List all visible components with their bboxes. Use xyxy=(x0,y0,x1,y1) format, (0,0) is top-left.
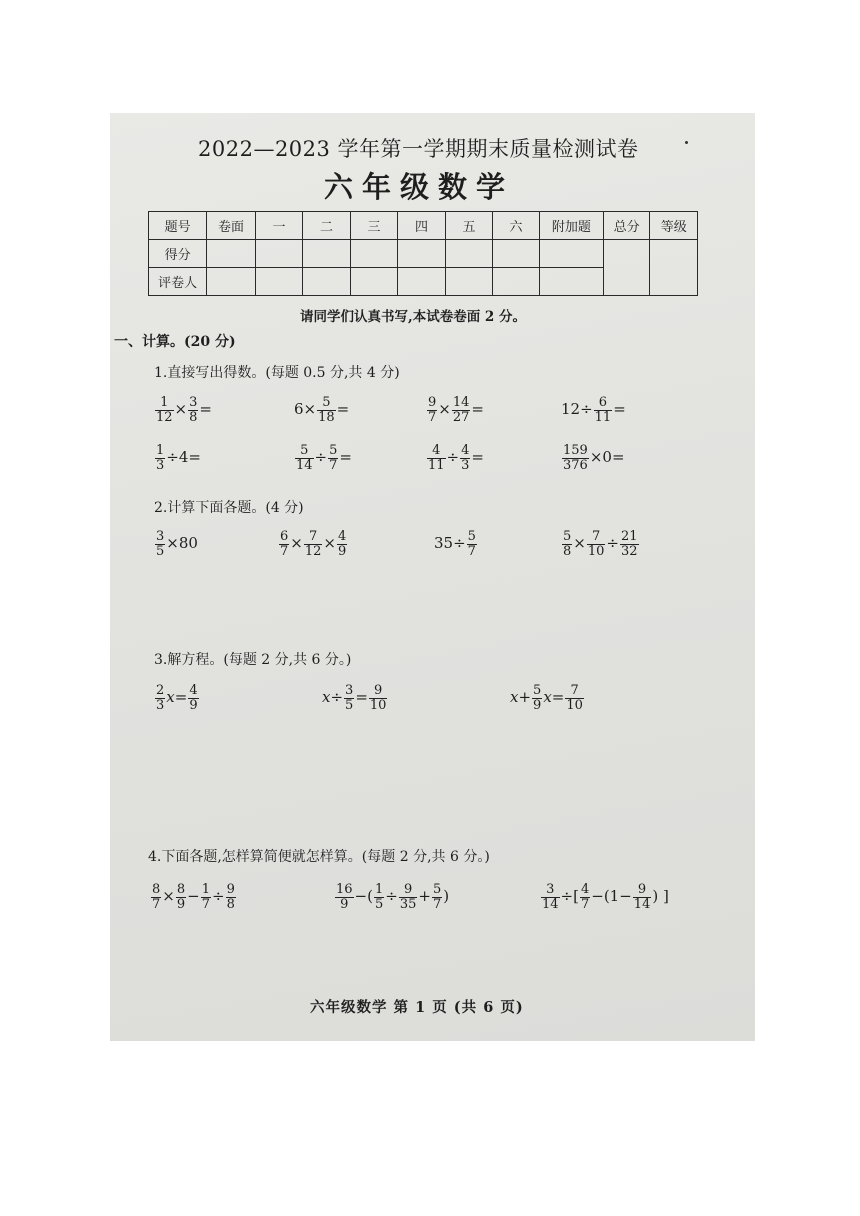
fraction xyxy=(201,883,211,911)
variable: x xyxy=(543,688,552,707)
question-1-title: 1.直接写出得数。(每题 0.5 分,共 4 分) xyxy=(154,365,400,381)
numerator: 6 xyxy=(594,396,613,411)
numerator: 5 xyxy=(317,396,336,411)
math-symbol: −(1− xyxy=(591,887,632,906)
q1-item xyxy=(294,444,352,472)
fraction xyxy=(155,444,165,472)
math-symbol: × xyxy=(573,534,586,553)
denominator: 9 xyxy=(176,896,186,912)
numerator: 14 xyxy=(452,395,470,410)
score-header-cell: 附加题 xyxy=(539,212,603,240)
denominator: 3 xyxy=(156,457,165,473)
fraction xyxy=(155,396,174,424)
fraction xyxy=(328,444,338,472)
grader-cell[interactable] xyxy=(445,268,492,296)
fraction xyxy=(620,530,639,558)
numerator: 9 xyxy=(399,883,418,898)
math-symbol: ÷ xyxy=(314,448,328,467)
numerator: 21 xyxy=(620,529,638,544)
numerator: 7 xyxy=(565,684,584,699)
exam-subject: 六年级数学 xyxy=(324,170,515,204)
q1-item xyxy=(294,396,349,424)
q4-item xyxy=(540,883,669,911)
denominator: 11 xyxy=(428,457,445,473)
exam-page xyxy=(110,113,755,1041)
denominator: 12 xyxy=(304,543,322,559)
score-header-cell: 一 xyxy=(255,212,302,240)
math-symbol: = xyxy=(339,448,352,467)
math-symbol: ÷ xyxy=(385,887,398,906)
math-symbol: = xyxy=(174,688,188,707)
denominator: 7 xyxy=(467,543,476,559)
fraction xyxy=(460,444,470,472)
fraction xyxy=(226,883,236,911)
total-cell[interactable] xyxy=(603,240,650,296)
numerator: 4 xyxy=(461,443,470,458)
ink-dot xyxy=(685,141,688,144)
q1-item xyxy=(426,396,484,424)
fraction xyxy=(155,530,165,558)
fraction xyxy=(532,684,542,712)
math-symbol: 12÷ xyxy=(561,400,593,419)
math-symbol: = xyxy=(551,688,565,707)
numerator: 3 xyxy=(189,395,198,410)
fraction xyxy=(562,444,589,472)
numerator: 4 xyxy=(427,444,446,459)
numerator: 5 xyxy=(533,683,542,698)
numerator: 4 xyxy=(337,529,347,544)
score-header-cell: 三 xyxy=(350,212,397,240)
fraction xyxy=(188,684,198,712)
denominator: 27 xyxy=(452,409,470,425)
numerator: 3 xyxy=(156,529,165,544)
score-cell[interactable] xyxy=(255,240,302,268)
q2-item xyxy=(561,530,640,558)
numerator: 1 xyxy=(374,882,384,897)
denominator: 11 xyxy=(594,409,612,425)
fraction xyxy=(369,684,388,712)
grader-cell[interactable] xyxy=(398,268,445,296)
q4-item xyxy=(150,883,237,911)
fraction xyxy=(337,530,347,558)
variable: x xyxy=(322,688,331,707)
numerator: 9 xyxy=(633,883,652,898)
score-header-cell: 六 xyxy=(493,212,540,240)
score-cell[interactable] xyxy=(539,240,603,268)
fraction xyxy=(633,883,652,911)
denominator: 8 xyxy=(189,409,198,425)
denominator: 14 xyxy=(296,457,313,473)
exam-title: 2022—2023 学年第一学期期末质量检测试卷 xyxy=(198,137,639,161)
numerator: 1 xyxy=(156,443,165,458)
score-cell[interactable] xyxy=(398,240,445,268)
score-cell[interactable] xyxy=(493,240,540,268)
numerator: 8 xyxy=(152,882,161,897)
fraction xyxy=(427,444,446,472)
denominator: 5 xyxy=(345,697,354,713)
q3-item xyxy=(322,684,388,712)
denominator: 9 xyxy=(189,697,198,713)
denominator: 3 xyxy=(156,697,165,713)
section-1-title: 一、计算。(20 分) xyxy=(114,334,236,350)
grader-row-label: 评卷人 xyxy=(149,268,207,296)
denominator: 8 xyxy=(563,543,572,559)
fraction xyxy=(176,883,186,911)
fraction xyxy=(317,396,336,424)
fraction xyxy=(427,396,437,424)
denominator: 14 xyxy=(633,896,651,912)
fraction xyxy=(432,883,442,911)
math-symbol: = xyxy=(199,400,212,419)
denominator: 7 xyxy=(201,896,210,912)
q1-item xyxy=(561,444,625,472)
numerator: 1 xyxy=(201,882,210,897)
fraction xyxy=(304,530,323,558)
numerator: 8 xyxy=(176,882,186,897)
grader-cell[interactable] xyxy=(539,268,603,296)
math-symbol: ) xyxy=(443,887,450,906)
math-symbol: + xyxy=(518,688,532,707)
math-symbol: ×80 xyxy=(166,534,198,553)
fraction xyxy=(335,883,354,911)
math-symbol: −( xyxy=(354,887,373,906)
denominator: 10 xyxy=(587,543,605,559)
denominator: 7 xyxy=(432,896,442,912)
numerator: 9 xyxy=(226,882,235,897)
page-footer: 六年级数学 第 1 页 (共 6 页) xyxy=(310,999,524,1016)
denominator: 18 xyxy=(318,409,335,425)
fraction xyxy=(295,444,314,472)
denominator: 32 xyxy=(620,543,638,559)
score-header-row xyxy=(149,212,698,240)
denominator: 35 xyxy=(399,896,417,912)
writing-notice: 请同学们认真书写,本试卷卷面 2 分。 xyxy=(300,309,526,325)
score-header-cell: 四 xyxy=(398,212,445,240)
math-symbol: ÷ xyxy=(606,534,619,553)
score-row-label: 得分 xyxy=(149,240,207,268)
numerator: 9 xyxy=(369,684,388,699)
math-symbol: = xyxy=(471,400,484,419)
grader-cell[interactable] xyxy=(350,268,397,296)
score-header-cell: 题号 xyxy=(149,212,207,240)
fraction xyxy=(151,883,161,911)
math-symbol: = xyxy=(613,400,626,419)
numerator: 5 xyxy=(432,882,442,897)
score-table xyxy=(148,211,698,296)
score-header-cell: 等级 xyxy=(650,212,698,240)
denominator: 3 xyxy=(461,457,470,473)
grader-cell[interactable] xyxy=(207,268,255,296)
numerator: 1 xyxy=(155,396,174,411)
fraction xyxy=(452,396,471,424)
fraction xyxy=(467,530,477,558)
score-cell[interactable] xyxy=(207,240,255,268)
variable: x xyxy=(166,688,175,707)
math-symbol: × xyxy=(290,534,303,553)
score-header-cell: 总分 xyxy=(603,212,650,240)
fraction xyxy=(188,396,198,424)
denominator: 5 xyxy=(156,543,165,559)
denominator: 7 xyxy=(152,896,161,912)
numerator: 5 xyxy=(467,529,476,544)
grader-cell[interactable] xyxy=(255,268,302,296)
variable: x xyxy=(510,688,519,707)
score-cell[interactable] xyxy=(445,240,492,268)
grade-cell[interactable] xyxy=(650,240,698,296)
q3-item xyxy=(154,684,200,712)
numerator: 3 xyxy=(541,883,560,898)
q3-item xyxy=(510,684,585,712)
denominator: 9 xyxy=(340,896,349,912)
score-cell[interactable] xyxy=(350,240,397,268)
score-header-cell: 二 xyxy=(303,212,350,240)
math-symbol: = xyxy=(471,448,484,467)
question-4-title: 4.下面各题,怎样算简便就怎样算。(每题 2 分,共 6 分。) xyxy=(148,849,490,865)
fraction xyxy=(562,530,572,558)
fraction xyxy=(279,530,289,558)
numerator: 2 xyxy=(156,683,165,698)
q1-item xyxy=(426,444,484,472)
q2-item xyxy=(154,530,198,558)
math-symbol: ÷ xyxy=(446,448,460,467)
denominator: 12 xyxy=(156,409,173,425)
fraction xyxy=(155,684,165,712)
denominator: 10 xyxy=(566,697,583,713)
math-symbol: = xyxy=(336,400,350,419)
numerator: 9 xyxy=(428,395,437,410)
math-symbol: − xyxy=(187,887,200,906)
numerator: 5 xyxy=(295,444,314,459)
denominator: 7 xyxy=(329,457,338,473)
math-symbol: × xyxy=(438,400,451,419)
score-header-cell: 五 xyxy=(445,212,492,240)
q1-item xyxy=(154,444,201,472)
math-symbol: × xyxy=(162,887,175,906)
math-symbol: ÷[ xyxy=(560,887,579,906)
numerator: 16 xyxy=(336,882,353,897)
denominator: 9 xyxy=(533,697,542,713)
grader-cell[interactable] xyxy=(493,268,540,296)
numerator: 5 xyxy=(329,443,338,458)
score-row xyxy=(149,240,698,268)
numerator: 4 xyxy=(189,683,198,698)
denominator: 10 xyxy=(369,697,387,713)
fraction xyxy=(541,883,560,911)
numerator: 3 xyxy=(345,683,354,698)
denominator: 5 xyxy=(374,896,384,912)
math-symbol: ) ] xyxy=(652,887,669,906)
math-symbol: × xyxy=(323,534,336,553)
q4-item xyxy=(334,883,449,911)
numerator: 7 xyxy=(304,530,323,545)
denominator: 376 xyxy=(563,457,588,473)
math-symbol: + xyxy=(418,887,431,906)
q2-item xyxy=(278,530,348,558)
math-symbol: × xyxy=(174,400,188,419)
math-symbol: = xyxy=(188,448,201,467)
numerator: 4 xyxy=(580,882,590,897)
fraction xyxy=(344,684,354,712)
math-symbol: ÷ xyxy=(330,688,344,707)
grader-cell[interactable] xyxy=(303,268,350,296)
q1-item xyxy=(154,396,212,424)
numerator: 5 xyxy=(563,529,572,544)
math-symbol: ×0= xyxy=(589,448,625,467)
fraction xyxy=(565,684,584,712)
score-header-cell: 卷面 xyxy=(207,212,255,240)
math-symbol: 35÷ xyxy=(434,534,466,553)
denominator: 7 xyxy=(428,409,437,425)
denominator: 7 xyxy=(280,543,289,559)
fraction xyxy=(399,883,418,911)
denominator: 9 xyxy=(337,543,347,559)
fraction xyxy=(374,883,384,911)
denominator: 7 xyxy=(580,896,590,912)
question-3-title: 3.解方程。(每题 2 分,共 6 分。) xyxy=(154,652,352,668)
q2-item xyxy=(434,530,478,558)
math-symbol: ÷4 xyxy=(166,448,189,467)
numerator: 7 xyxy=(587,530,606,545)
fraction xyxy=(587,530,606,558)
denominator: 14 xyxy=(542,896,559,912)
score-cell[interactable] xyxy=(303,240,350,268)
math-symbol: 6× xyxy=(294,400,317,419)
numerator: 6 xyxy=(280,529,289,544)
fraction xyxy=(580,883,590,911)
q1-item xyxy=(561,396,626,424)
fraction xyxy=(594,396,613,424)
math-symbol: ÷ xyxy=(212,887,225,906)
denominator: 8 xyxy=(226,896,235,912)
question-2-title: 2.计算下面各题。(4 分) xyxy=(154,500,304,516)
numerator: 159 xyxy=(563,443,588,458)
math-symbol: = xyxy=(355,688,368,707)
